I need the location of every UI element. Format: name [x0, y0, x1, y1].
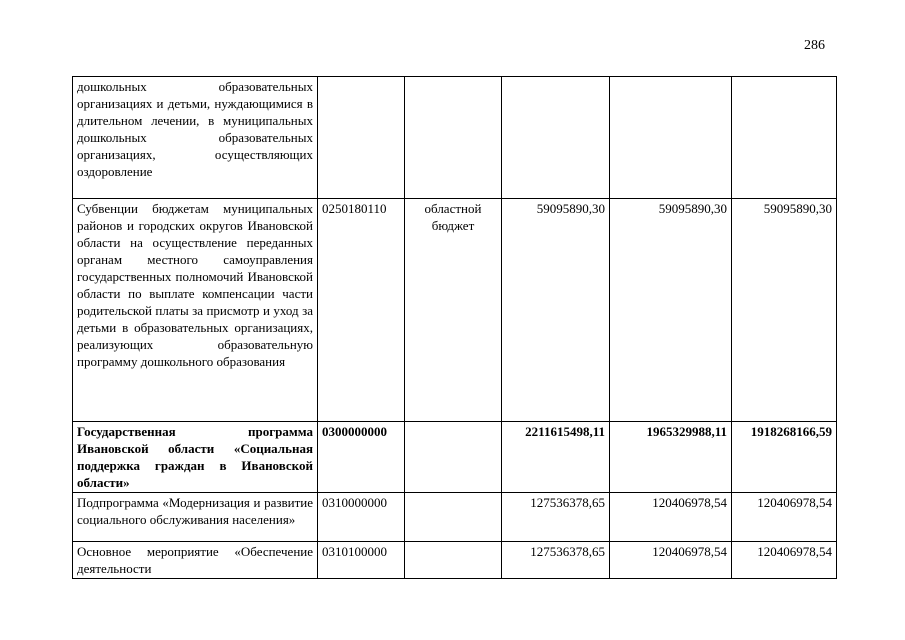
table-row — [73, 199, 837, 422]
row-code-cell: 0250180110 — [318, 199, 405, 422]
row-source-cell — [405, 77, 502, 199]
row-source-cell: областной бюджет — [405, 199, 502, 422]
row-value-3-cell — [732, 77, 837, 199]
row-name-cell: Субвенции бюджетам муниципальных районов и городских округов Ивановской области на осуществление переданных органам местного самоуправления государственных полномочий Ивановской области по выплате компенсации части родительской платы за присмотр и уход за детьми в образовательных организациях, реализующих образовательную программу дошкольного образования — [73, 199, 318, 422]
row-value-1-cell: 59095890,30 — [502, 199, 610, 422]
row-value-1-cell: 127536378,65 — [502, 493, 610, 542]
row-value-1-cell: 2211615498,11 — [502, 422, 610, 493]
table-row — [73, 493, 837, 542]
row-value-3-cell: 1918268166,59 — [732, 422, 837, 493]
row-code-cell — [318, 77, 405, 199]
row-value-2-cell — [610, 77, 732, 199]
budget-table — [72, 76, 837, 579]
row-value-2-cell: 120406978,54 — [610, 493, 732, 542]
row-name-cell: Основное мероприятие «Обеспечение деятельности — [73, 542, 318, 579]
row-value-3-cell: 120406978,54 — [732, 493, 837, 542]
row-value-2-cell: 59095890,30 — [610, 199, 732, 422]
row-code-cell: 0310000000 — [318, 493, 405, 542]
row-code-cell: 0300000000 — [318, 422, 405, 493]
row-value-3-cell: 59095890,30 — [732, 199, 837, 422]
table-row — [73, 77, 837, 199]
page-number: 286 — [804, 38, 825, 53]
row-value-2-cell: 120406978,54 — [610, 542, 732, 579]
table-row — [73, 422, 837, 493]
row-value-1-cell: 127536378,65 — [502, 542, 610, 579]
row-code-cell: 0310100000 — [318, 542, 405, 579]
row-source-cell — [405, 493, 502, 542]
row-value-1-cell — [502, 77, 610, 199]
row-name-cell: Государственная программа Ивановской области «Социальная поддержка граждан в Ивановской области» — [73, 422, 318, 493]
table-row — [73, 542, 837, 579]
row-source-cell — [405, 422, 502, 493]
row-value-2-cell: 1965329988,11 — [610, 422, 732, 493]
row-name-cell: дошкольных образовательных организациях и детьми, нуждающимися в длительном лечении, в муниципальных дошкольных образовательных организациях, осуществляющих оздоровление — [73, 77, 318, 199]
row-source-cell — [405, 542, 502, 579]
row-name-cell: Подпрограмма «Модернизация и развитие социального обслуживания населения» — [73, 493, 318, 542]
row-value-3-cell: 120406978,54 — [732, 542, 837, 579]
